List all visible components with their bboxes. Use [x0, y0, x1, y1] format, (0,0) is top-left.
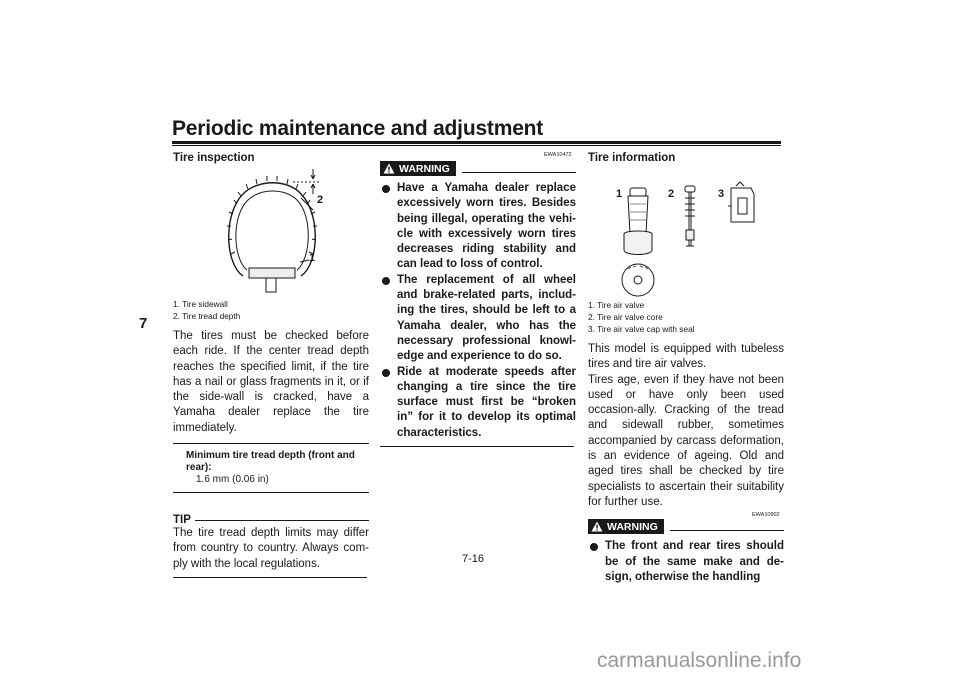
- tip-text: The tire tread depth limits may differ from country to country. Always com-ply with the local regulations.: [173, 527, 369, 570]
- section-heading: Tire information: [588, 152, 676, 164]
- figure-label-2: 2: [317, 194, 324, 206]
- aging-paragraph: Tires age, even if they have not been used or have only been used occasion-ally. Cracking of the tread and sidewall rubber, sometimes accompanied by carcass deformation, is an evidence of ageing. Old and aged tires shall be checked by tire specialists to ascertain their suitability for further use.: [588, 373, 784, 508]
- warning-label: WARNING: [399, 162, 450, 175]
- spec-title: Minimum tire tread depth (front and rear):: [186, 450, 355, 474]
- figure-caption-1: 1. Tire air valve: [588, 300, 645, 310]
- section-heading: Tire inspection: [173, 152, 255, 164]
- warning-bullet: [380, 273, 576, 365]
- tip-header: [173, 514, 369, 526]
- title-rule: [172, 141, 781, 144]
- warning-section: [588, 510, 784, 585]
- figure-caption-2: 2. Tire tread depth: [173, 311, 241, 321]
- figure-caption-2: 2. Tire air valve core: [588, 312, 663, 322]
- figure-label-2: 2: [668, 188, 675, 200]
- warning-rule: [462, 172, 576, 173]
- bullet-dot: [382, 277, 390, 285]
- warning-list: [380, 181, 576, 441]
- page-title: Periodic maintenance and adjustment: [172, 117, 544, 140]
- valve-parts-illustration: [588, 164, 784, 299]
- warning-end-rule: [380, 446, 574, 447]
- warning-bullet-text: Have a Yamaha dealer replace excessively worn tires. Besides being illegal, operating the vehi-cle with excessively worn tires decreases riding stability and can lead to loss of control.: [397, 182, 576, 271]
- bullet-dot: [382, 369, 390, 377]
- watermark: carmanualsonline.info: [597, 649, 802, 672]
- spec-value: 1.6 mm (0.06 in): [196, 474, 269, 486]
- warning-label: WARNING: [607, 520, 658, 533]
- tip-rule: [195, 520, 369, 521]
- warning-bullet-text: The front and rear tires should be of the same make and de-sign, otherwise the handling: [605, 540, 784, 583]
- bullet-dot: [382, 185, 390, 193]
- spec-box: [173, 443, 369, 493]
- tire-cross-section-illustration: [173, 164, 369, 298]
- figure-label-1: 1: [616, 188, 623, 200]
- warning-badge: [380, 161, 456, 176]
- column-warning: [380, 152, 576, 447]
- warning-code: EWA10902: [752, 512, 780, 519]
- tire-figure: [173, 164, 369, 298]
- warning-bullet: [380, 181, 576, 273]
- column-tire-information: [588, 152, 784, 585]
- inspection-paragraph: The tires must be checked before each ride. If the center tread depth reaches the specified limit, if the tire has a nail or glass fragments in it, or if the side-wall is cracked, have a Yamaha dealer replace the tire immediately.: [173, 330, 369, 434]
- tubeless-paragraph: This model is equipped with tubeless tires and tire air valves.: [588, 343, 784, 371]
- figure-caption-3: 3. Tire air valve cap with seal: [588, 324, 695, 334]
- warning-bullet-text: Ride at moderate speeds after changing a tire since the tire surface must first be “broken in” for it to develop its optimal characteristics.: [397, 365, 576, 439]
- figure-caption-1: 1. Tire sidewall: [173, 299, 228, 309]
- title-rule-thin: [172, 145, 781, 146]
- warning-badge: [588, 519, 664, 534]
- column-tire-inspection: [173, 152, 369, 578]
- valve-figure: [588, 164, 784, 299]
- warning-bullet: [588, 539, 784, 585]
- warning-triangle-icon: [383, 163, 395, 174]
- warning-rule: [670, 530, 784, 531]
- page-number: 7-16: [462, 553, 485, 565]
- warning-bullet-text: The replacement of all wheel and brake-related parts, includ-ing the tires, should be left to a Yamaha dealer, who has the necessary professional knowl-edge and experience to do so.: [397, 273, 576, 363]
- bullet-dot: [590, 543, 598, 551]
- tip-label: TIP: [173, 514, 191, 527]
- tip-end-rule: [173, 577, 367, 578]
- warning-bullet: [380, 365, 576, 441]
- figure-label-1: 1: [309, 252, 316, 264]
- figure-label-3: 3: [718, 188, 725, 200]
- warning-code: EWA10472: [544, 152, 572, 158]
- warning-list: [588, 539, 784, 585]
- warning-triangle-icon: [591, 521, 603, 532]
- chapter-number: 7: [139, 315, 148, 332]
